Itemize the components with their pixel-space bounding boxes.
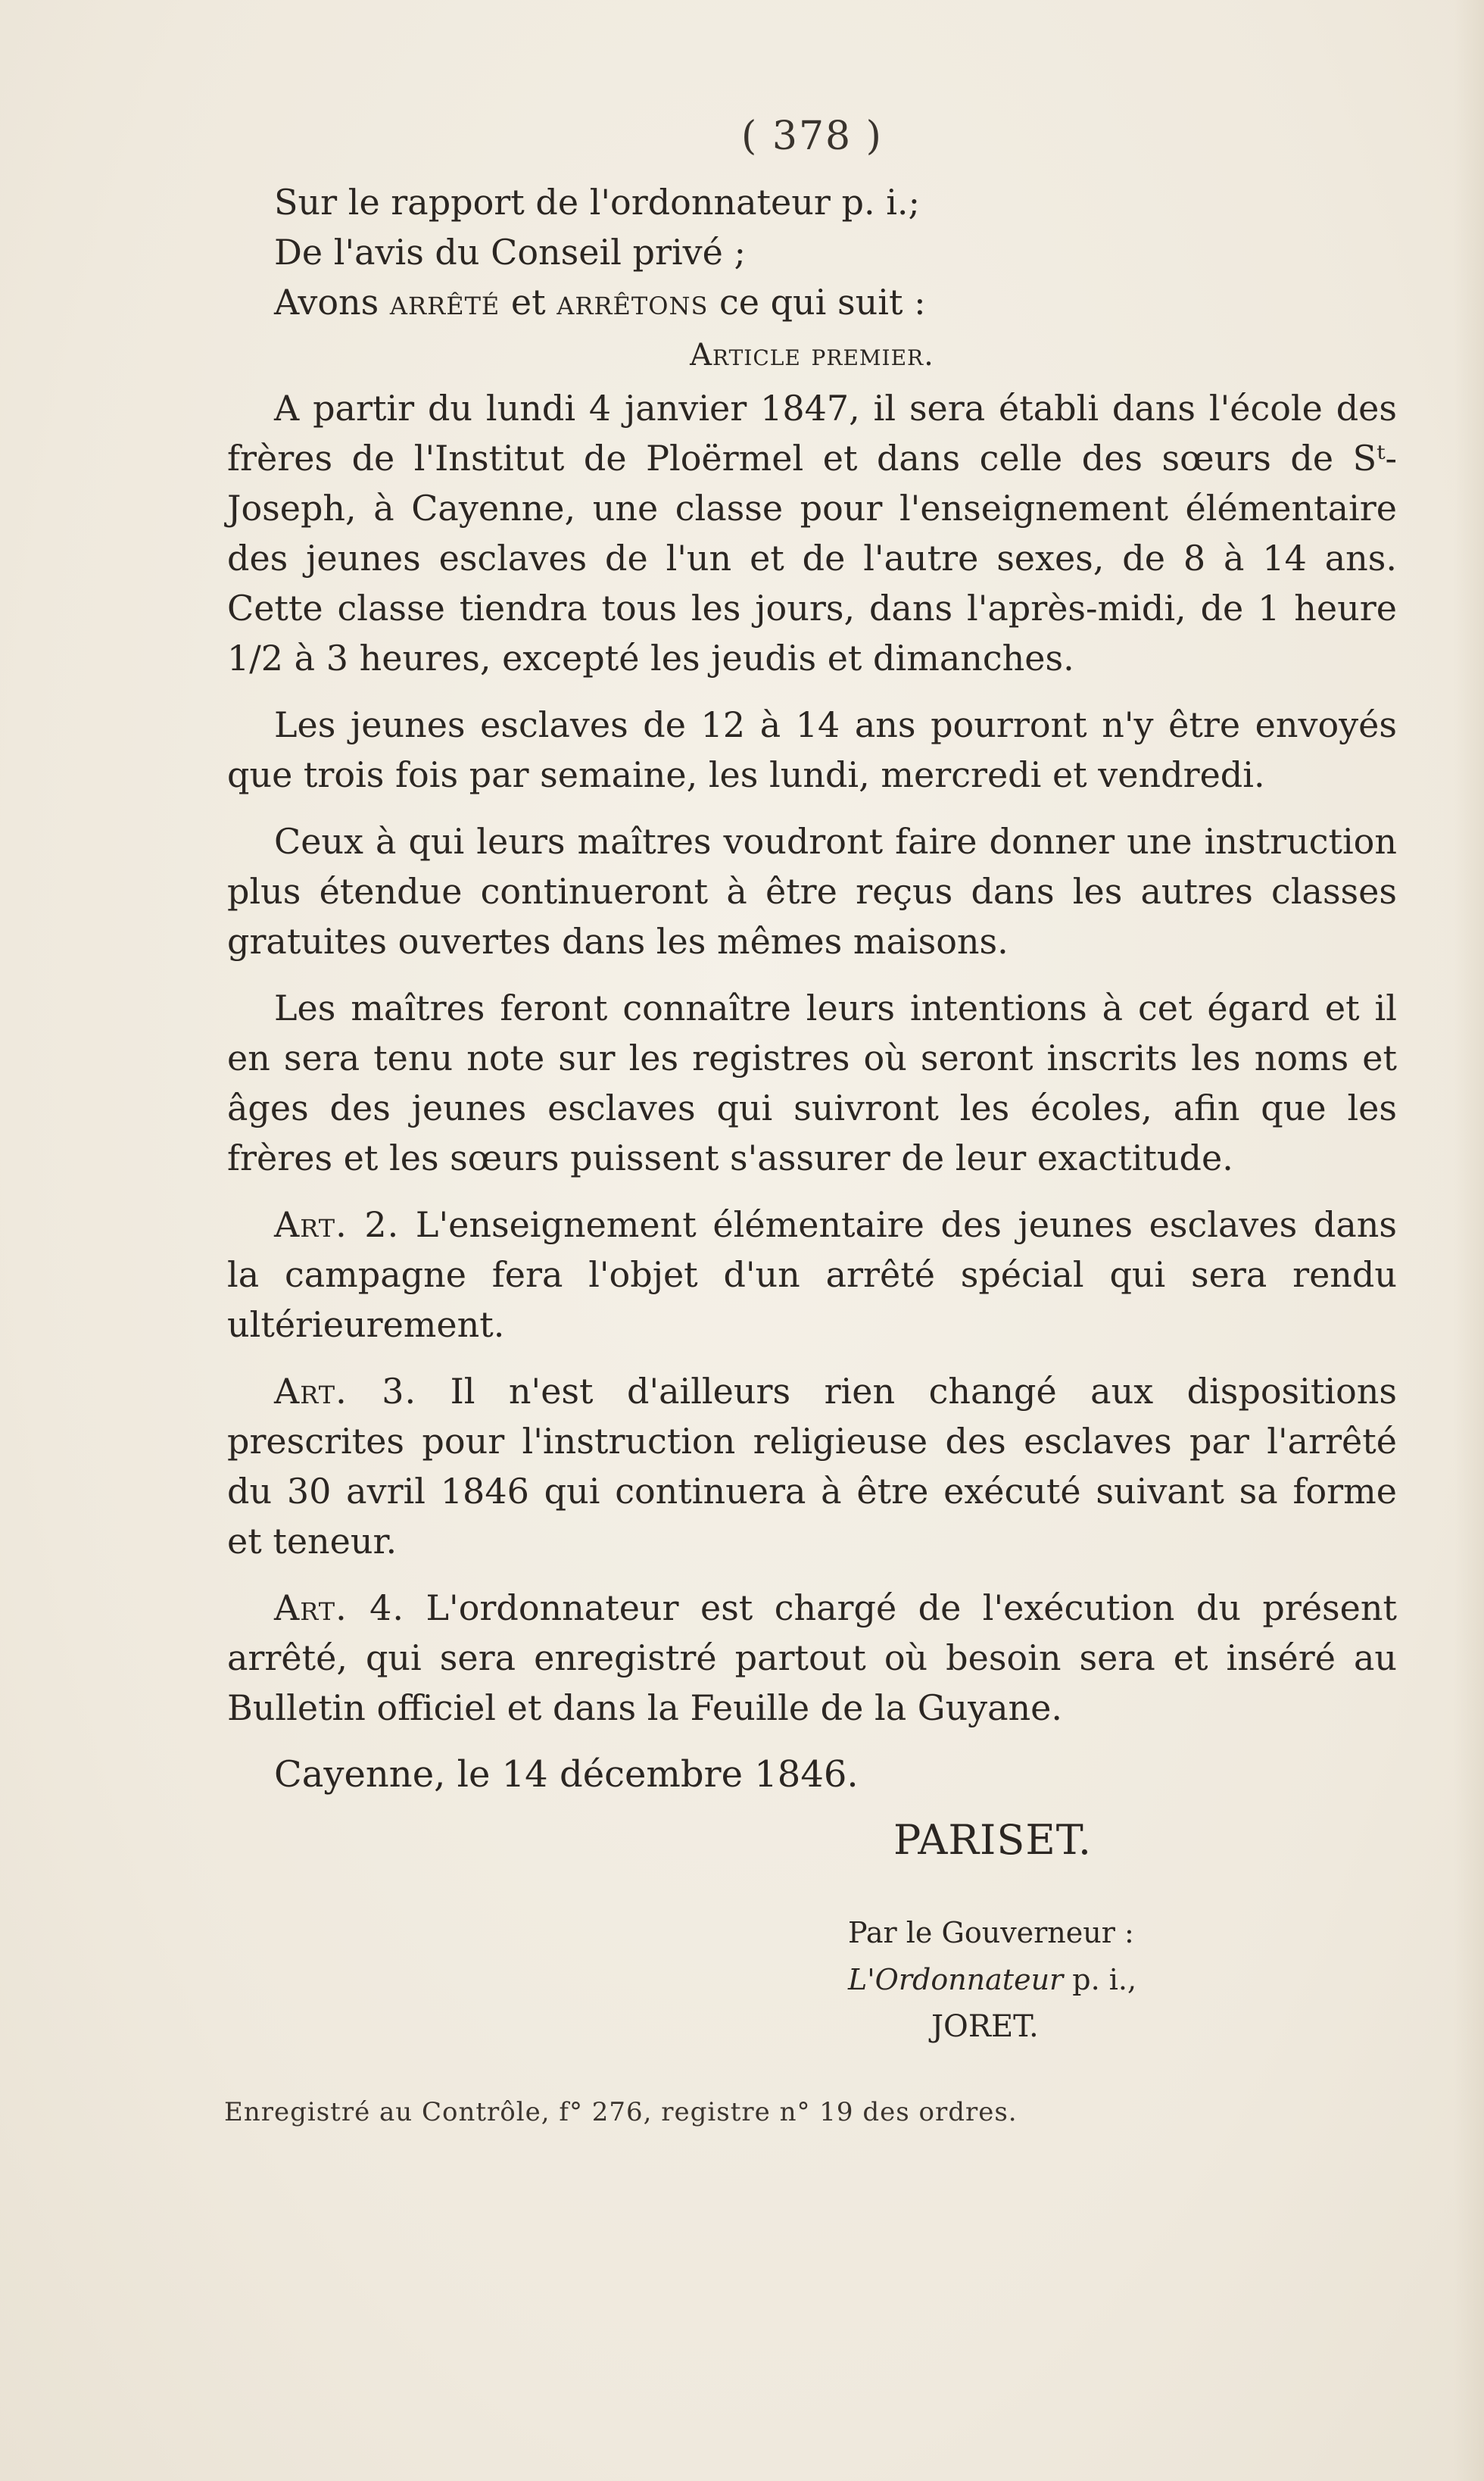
decree-suffix: ce qui suit : (708, 282, 926, 323)
countersign-line-1: Par le Gouverneur : (848, 1916, 1134, 1949)
article-4-text: L'ordonnateur est chargé de l'exécution du présent arrêté, qui sera enregistré partout où besoin sera et inséré au Bulletin officiel et dans la Feuille de la Guyane. (227, 1587, 1397, 1728)
article-2 (227, 1200, 1397, 1350)
paragraph-2: Les jeunes esclaves de 12 à 14 ans pourront n'y être envoyés que trois fois par semaine, les lundi, mercredi et vendredi. (227, 704, 1397, 795)
countersignature-block (848, 1909, 1397, 2050)
article-3-text: Il n'est d'ailleurs rien changé aux dispositions prescrites pour l'instruction religieuse des esclaves par l'arrêté du 30 avril 1846 qui continuera à être exécuté suivant sa forme et teneur. (227, 1371, 1398, 1562)
article-4-label: Art. 4. (274, 1587, 405, 1628)
preamble-line-1: Sur le rapport de l'ordonnateur p. i.; (274, 182, 921, 223)
paragraph-4: Les maîtres feront connaître leurs intentions à cet égard et il en sera tenu note sur les registres où seront inscrits les noms et âges des jeunes esclaves qui suivront les écoles, afin que les frères et les sœurs puissent s'assurer de leur exactitude. (227, 988, 1397, 1178)
decree-word-arretons: arrêtons (556, 282, 709, 323)
registration-note: Enregistré au Contrôle, f° 276, registre n° 19 des ordres. (224, 2097, 1018, 2127)
document-body (224, 114, 1398, 2127)
countersign-name: JORET. (931, 2009, 1039, 2044)
paragraph-3: Ceux à qui leurs maîtres voudront faire donner une instruction plus étendue continueront à être reçus dans les autres classes gratuites ouvertes dans les mêmes maisons. (227, 821, 1397, 962)
countersign-line-2 (848, 1956, 1397, 2003)
preamble-line-2: De l'avis du Conseil privé ; (274, 232, 746, 273)
article-3-label: Art. 3. (274, 1371, 417, 1412)
decree-prefix: Avons (274, 282, 390, 323)
countersign-qualifier: p. i., (1063, 1963, 1137, 1996)
article-4 (227, 1583, 1397, 1733)
article-2-label: Art. 2. (274, 1204, 400, 1245)
page-edge-shadow (1454, 0, 1484, 2481)
article-heading: Article premier. (690, 338, 934, 373)
decree-middle: et (500, 282, 557, 323)
countersign-title: L'Ordonnateur (848, 1963, 1064, 1996)
date-line: Cayenne, le 14 décembre 1846. (274, 1753, 859, 1796)
article-2-text: L'enseignement élémentaire des jeunes esclaves dans la campagne fera l'objet d'un arrêté spécial qui sera rendu ultérieurement. (227, 1204, 1397, 1345)
page-number: ( 378 ) (741, 114, 883, 159)
article-3 (227, 1366, 1397, 1566)
paragraph-1: A partir du lundi 4 janvier 1847, il sera établi dans l'école des frères de l'Institut de Ploërmel et dans celle des sœurs de Sᵗ-Joseph, à Cayenne, une classe pour l'enseignement élémentaire des jeunes esclaves de l'un et de l'autre sexes, de 8 à 14 ans. Cette classe tiendra tous les jours, dans l'après-midi, de 1 heure 1/2 à 3 heures, excepté les jeudis et dimanches. (227, 388, 1397, 679)
decree-word-arrete: arrêté (389, 282, 500, 323)
signature-pariset: PARISET. (893, 1816, 1093, 1864)
decree-line (227, 277, 1397, 327)
